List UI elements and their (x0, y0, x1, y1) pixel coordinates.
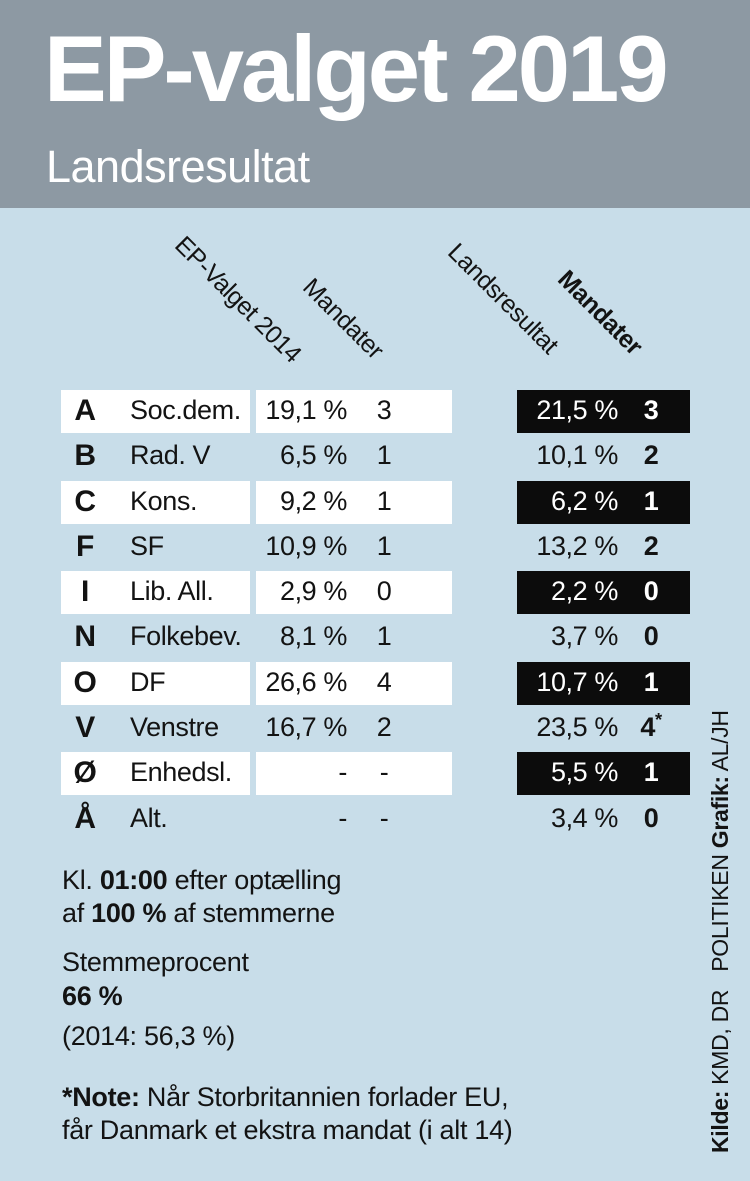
pct-2019: 23,5 % (536, 712, 618, 743)
turnout-previous: (2014: 56,3 %) (62, 1021, 235, 1051)
source-label: Kilde: (707, 1090, 733, 1153)
table-row-N (0, 614, 750, 659)
party-letter: F (76, 529, 94, 563)
column-header-2019-mandates: Mandater (552, 264, 648, 361)
mandates-2014: 1 (376, 440, 392, 471)
pct-2019: 5,5 % (550, 757, 618, 788)
table-row-B (0, 433, 750, 478)
pct-2019: 13,2 % (536, 530, 618, 561)
pct-2019: 21,5 % (536, 395, 618, 425)
publisher: POLITIKEN (707, 854, 733, 972)
mandates-2019: 0 (643, 621, 659, 652)
pct-2014: 26,6 % (265, 666, 347, 697)
count-pre: Kl. (62, 865, 100, 895)
table-row-O (0, 660, 750, 705)
table-row-V (0, 705, 750, 750)
mandates-2019: 0 (643, 802, 659, 833)
mandates-2019: 2 (643, 440, 659, 471)
party-letter: I (81, 575, 89, 609)
party-name: Folkebev. (130, 621, 242, 652)
mandates-2014: 2 (376, 712, 392, 743)
pct-2014: - (338, 802, 347, 833)
pct-2014: 8,1 % (279, 621, 347, 652)
mandates-2014: 0 (376, 576, 392, 607)
mandates-2019: 0 (643, 576, 659, 607)
count-post: efter optælling (167, 865, 342, 895)
note-asterisk: * (654, 709, 662, 731)
count-status-line-1 (62, 864, 341, 897)
pct-2019: 6,2 % (550, 485, 618, 516)
footnote-line-2: får Danmark et ekstra mandat (i alt 14) (62, 1115, 513, 1145)
mandates-2014: 1 (376, 621, 392, 652)
count-time: 01:00 (99, 865, 168, 895)
page-title: EP-valget 2019 (44, 16, 666, 121)
pct-2019: 3,4 % (550, 802, 618, 833)
count-pre-2: af (62, 898, 92, 928)
mandates-2019-value: 4 (640, 712, 655, 743)
count-status-line-2 (62, 897, 341, 930)
party-name: Soc.dem. (130, 395, 241, 425)
party-letter: Ø (73, 756, 97, 790)
mandates-2019: 1 (643, 485, 659, 516)
mandates-2014: 1 (376, 530, 392, 561)
pct-2014: 9,2 % (279, 485, 347, 516)
footnote-label: *Note: (62, 1082, 140, 1112)
mandates-2019 (629, 705, 673, 750)
credit-line (707, 710, 734, 1153)
column-header-2019-pct: Landsresultat (442, 237, 564, 360)
party-name: Venstre (130, 712, 219, 743)
count-post-2: af stemmerne (166, 898, 335, 928)
column-header-2014-mandates: Mandater (297, 272, 389, 365)
mandates-2019: 3 (643, 395, 659, 425)
source-value: KMD, DR (707, 989, 733, 1091)
pct-2014: 6,5 % (279, 440, 347, 471)
party-name: Lib. All. (130, 576, 214, 607)
mandates-2014: 1 (376, 485, 392, 516)
results-table (0, 388, 750, 841)
footnote (62, 1081, 512, 1147)
table-row-I (0, 569, 750, 614)
party-name: Enhedsl. (130, 757, 232, 788)
turnout-label: Stemmeprocent (62, 947, 249, 977)
header (0, 0, 750, 208)
party-letter: B (74, 439, 96, 473)
mandates-2019: 1 (643, 757, 659, 788)
party-name: Alt. (130, 802, 168, 833)
column-header-2014-pct: EP-Valget 2014 (169, 230, 307, 369)
table-row-C (0, 479, 750, 524)
count-status (62, 864, 341, 930)
mandates-2014: 3 (376, 395, 392, 425)
page-subtitle: Landsresultat (46, 141, 310, 192)
mandates-2014: 4 (376, 666, 392, 697)
party-letter: A (74, 394, 96, 427)
table-row-F (0, 524, 750, 569)
pct-2014: 16,7 % (265, 712, 347, 743)
table-row-Å (0, 796, 750, 841)
pct-2019: 10,1 % (536, 440, 618, 471)
pct-2019: 3,7 % (550, 621, 618, 652)
footnote-line-1 (62, 1081, 512, 1114)
mandates-2019: 2 (643, 530, 659, 561)
mandates-2014: - (379, 802, 389, 833)
pct-2014: 19,1 % (265, 395, 347, 425)
party-name: Kons. (130, 485, 198, 516)
party-name: SF (130, 530, 164, 561)
mandates-2014: - (379, 757, 389, 788)
party-name: Rad. V (130, 440, 211, 471)
party-letter: V (75, 711, 95, 745)
graphic-value: AL/JH (707, 710, 733, 777)
pct-2019: 2,2 % (550, 576, 618, 607)
pct-2014: 2,9 % (279, 576, 347, 607)
pct-2014: 10,9 % (265, 530, 347, 561)
party-name: DF (130, 666, 166, 697)
pct-2019: 10,7 % (536, 666, 618, 697)
footnote-text: Når Storbritannien forlader EU, (139, 1082, 509, 1112)
party-letter: Å (74, 801, 96, 835)
graphic-label: Grafik: (707, 776, 733, 855)
party-letter: O (73, 665, 97, 699)
table-row-Ø (0, 750, 750, 795)
count-pct: 100 % (91, 898, 167, 928)
party-letter: N (74, 620, 96, 654)
party-letter: C (74, 484, 96, 518)
turnout-value: 66 % (62, 981, 123, 1011)
pct-2014: - (338, 757, 347, 788)
mandates-2019: 1 (643, 666, 659, 697)
table-row-A (0, 388, 750, 433)
